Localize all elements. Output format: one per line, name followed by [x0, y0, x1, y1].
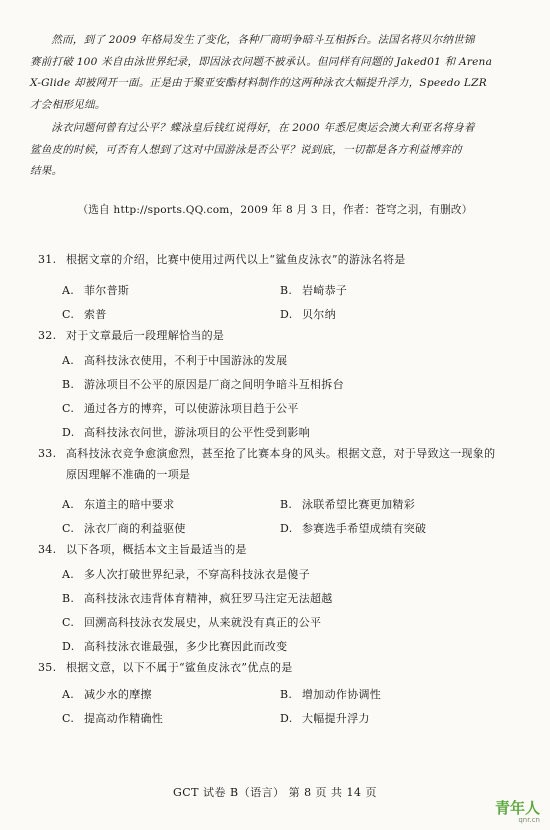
option-label: A.	[62, 498, 75, 511]
question-33-stem	[38, 443, 530, 485]
question-number: 32.	[38, 329, 57, 342]
question-33-option-c[interactable]	[62, 520, 186, 536]
question-33-option-a[interactable]	[62, 496, 174, 512]
question-32-stem	[38, 325, 530, 346]
watermark-main-text: 青年人	[494, 799, 540, 817]
option-text: 游泳项目不公平的原因是厂商之间明争暗斗互相拆台	[84, 378, 344, 391]
question-35-option-b[interactable]	[280, 686, 381, 702]
question-35-option-d[interactable]	[280, 710, 370, 726]
question-number: 34.	[38, 543, 57, 556]
question-text: 高科技泳衣竞争愈演愈烈，甚至抢了比赛本身的风头。根据文意，对于导致这一现象的	[66, 447, 496, 460]
option-label: A.	[62, 568, 75, 581]
option-text: 泳联希望比赛更加精彩	[302, 498, 415, 511]
option-label: A.	[62, 688, 75, 701]
option-text: 菲尔普斯	[84, 284, 130, 297]
passage-line: 泳衣问题何曾有过公平？蝶泳皇后钱红说得好，在 2000 年悉尼奥运会澳大利亚名将身着	[51, 122, 475, 134]
passage-line: 然而，到了 2009 年格局发生了变化，各种厂商明争暗斗互相拆台。法国名将贝尔纳世锦	[51, 34, 475, 46]
option-text: 大幅提升浮力	[302, 712, 370, 725]
option-text: 泳衣厂商的利益驱使	[84, 522, 186, 535]
question-35-stem	[38, 657, 530, 678]
option-label: D.	[62, 640, 75, 653]
option-text: 回溯高科技泳衣发展史，从来就没有真正的公平	[84, 616, 322, 629]
option-label: A.	[62, 284, 75, 297]
option-label: B.	[280, 498, 293, 511]
option-label: D.	[62, 426, 75, 439]
option-label: B.	[280, 284, 293, 297]
question-33-option-d[interactable]	[280, 520, 426, 536]
question-34-stem	[38, 539, 530, 560]
option-text: 多人次打破世界纪录，不穿高科技泳衣是傻子	[84, 568, 310, 581]
question-34-option-b[interactable]	[62, 590, 333, 606]
option-text: 高科技泳衣违背体育精神，疯狂罗马注定无法超越	[84, 592, 333, 605]
option-label: D.	[280, 308, 293, 321]
passage-paragraph-2	[30, 118, 526, 183]
question-31-option-a[interactable]	[62, 282, 129, 298]
option-text: 高科技泳衣问世，游泳项目的公平性受到影响	[84, 426, 310, 439]
option-text: 高科技泳衣使用，不利于中国游泳的发展	[84, 354, 288, 367]
question-text: 以下各项，概括本文主旨最适当的是	[66, 543, 247, 556]
option-text: 参赛选手希望成绩有突破	[302, 522, 427, 535]
question-35-option-c[interactable]	[62, 710, 163, 726]
question-32-option-d[interactable]	[62, 424, 310, 440]
question-text: 根据文意，以下不属于“鲨鱼皮泳衣”优点的是	[66, 661, 293, 674]
passage-line: 赛前打破 100 米自由泳世界纪录，即因泳衣问题不被承认。但同样有问题的 Jaked01 和 Arena	[30, 55, 493, 68]
option-label: C.	[62, 522, 75, 535]
option-label: C.	[62, 712, 75, 725]
page-footer: GCT 试卷 B（语言） 第 8 页 共 14 页	[172, 786, 378, 799]
question-31-option-d[interactable]	[280, 306, 336, 322]
passage-source: （选自 http://sports.QQ.com，2009 年 8 月 3 日，作者：苍穹之羽，有删改）	[77, 204, 473, 216]
option-label: D.	[280, 522, 293, 535]
question-34-option-a[interactable]	[62, 566, 310, 582]
option-label: D.	[280, 712, 293, 725]
option-text: 提高动作精确性	[84, 712, 164, 725]
question-text: 对于文章最后一段理解恰当的是	[66, 329, 225, 342]
question-number: 31.	[38, 253, 57, 266]
site-watermark-logo	[495, 800, 540, 824]
option-label: B.	[62, 378, 75, 391]
question-33-option-b[interactable]	[280, 496, 415, 512]
question-31-option-b[interactable]	[280, 282, 347, 298]
question-32-option-c[interactable]	[62, 400, 299, 416]
passage-line: 才会相形见绌。	[30, 98, 106, 111]
option-text: 岩崎恭子	[302, 284, 348, 297]
question-35-option-a[interactable]	[62, 686, 152, 702]
passage-line: X-Glide 却被网开一面。正是由于聚亚安酯材料制作的这两种泳衣大幅提升浮力，Speedo LZR	[30, 77, 487, 89]
option-text: 贝尔纳	[302, 308, 336, 321]
option-text: 通过各方的博弈，可以使游泳项目趋于公平	[84, 402, 299, 415]
question-text: 根据文章的介绍，比赛中使用过两代以上“鲨鱼皮泳衣”的游泳名将是	[66, 253, 406, 266]
question-31-option-c[interactable]	[62, 306, 107, 322]
question-number: 33.	[38, 447, 57, 460]
passage-paragraph-1	[30, 30, 526, 116]
watermark-sub-text: qnr.cn	[518, 816, 540, 824]
option-text: 增加动作协调性	[302, 688, 382, 701]
option-label: C.	[62, 308, 75, 321]
option-text: 东道主的暗中要求	[84, 498, 175, 511]
question-number: 35.	[38, 661, 57, 674]
option-text: 减少水的摩擦	[84, 688, 152, 701]
option-label: B.	[280, 688, 293, 701]
option-label: C.	[62, 402, 75, 415]
passage-line: 结果。	[30, 165, 63, 177]
option-label: B.	[62, 592, 75, 605]
question-text: 原因理解不准确的一项是	[66, 468, 191, 481]
option-label: C.	[62, 616, 75, 629]
question-34-option-c[interactable]	[62, 614, 321, 630]
question-32-option-b[interactable]	[62, 376, 344, 392]
question-32-option-a[interactable]	[62, 352, 287, 368]
question-34-option-d[interactable]	[62, 638, 287, 654]
question-31-stem	[38, 249, 530, 270]
option-text: 高科技泳衣谁最强，多少比赛因此而改变	[84, 640, 288, 653]
passage-line: 鲨鱼皮的时候，可否有人想到了这对中国游泳是否公平？说到底，一切都是各方利益博弈的	[30, 143, 462, 156]
option-label: A.	[62, 354, 75, 367]
option-text: 索普	[84, 308, 107, 321]
